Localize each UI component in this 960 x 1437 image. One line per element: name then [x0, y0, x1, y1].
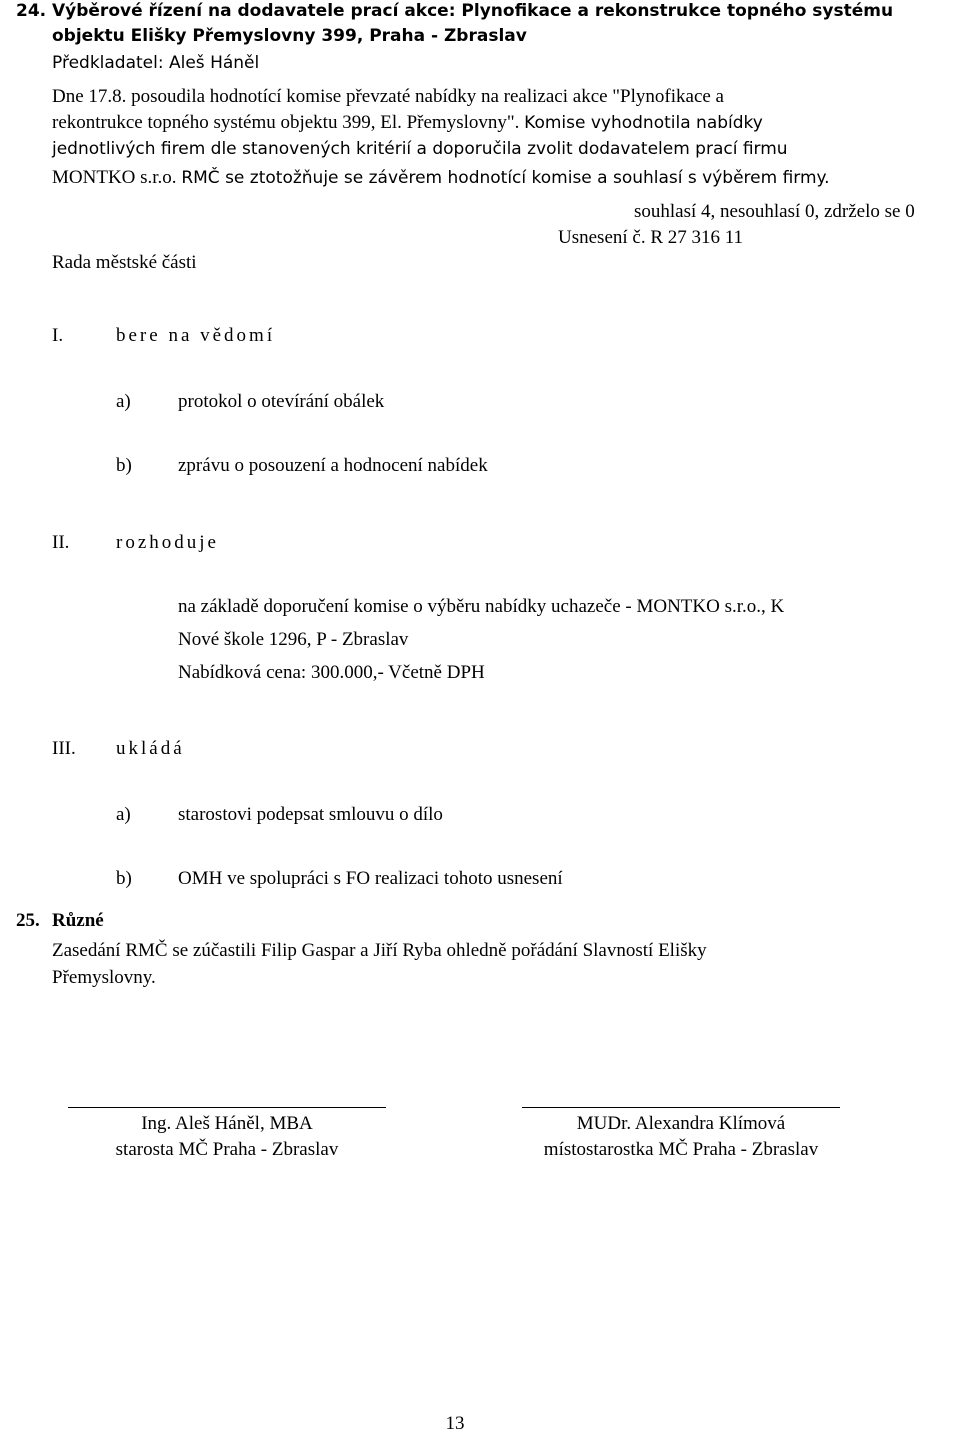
item-24-number: 24.: [16, 1, 47, 21]
signature-mayor-role: starosta MČ Praha - Zbraslav: [115, 1139, 339, 1160]
section-2-line-1: na základě doporučení komise o výběru nabídky uchazeče - MONTKO s.r.o., K: [178, 596, 785, 617]
section-1-item-b-marker: b): [116, 455, 132, 476]
item-24-text-line-4a: MONTKO s.r.o.: [52, 167, 177, 188]
signature-mayor-name: Ing. Aleš Háněl, MBA: [141, 1113, 313, 1134]
item-24-text-line-2: [52, 110, 763, 136]
section-3-numeral: III.: [52, 738, 76, 759]
section-3-heading: ukládá: [116, 738, 185, 759]
item-25-text-line-2: Přemyslovny.: [52, 967, 156, 988]
section-1-heading: bere na vědomí: [116, 325, 276, 346]
section-2-heading: rozhoduje: [116, 532, 219, 553]
council-label: Rada městské části: [52, 252, 197, 273]
section-2-numeral: II.: [52, 532, 70, 553]
item-24-text-line-2b: Komise vyhodnotila nabídky: [524, 113, 763, 133]
section-3-item-a-marker: a): [116, 804, 131, 825]
item-24-text-line-1: Dne 17.8. posoudila hodnotící komise převzaté nabídky na realizaci akce "Plynofikace a: [52, 86, 724, 107]
item-25-text-line-1: Zasedání RMČ se zúčastili Filip Gaspar a Jiří Ryba ohledně pořádání Slavností Elišky: [52, 940, 707, 961]
item-24-text-line-4: [52, 165, 830, 191]
section-1-numeral: I.: [52, 325, 64, 346]
item-24-title-line-1: Výběrové řízení na dodavatele prací akce: Plynofikace a rekonstrukce topného systému: [52, 1, 894, 21]
signature-line-mayor: [68, 1107, 386, 1108]
item-24-text-line-2a: rekontrukce topného systému objektu 399, El. Přemyslovny".: [52, 112, 520, 133]
section-1-item-b-text: zprávu o posouzení a hodnocení nabídek: [178, 455, 488, 476]
section-3-item-b-marker: b): [116, 868, 132, 889]
item-25-title: Různé: [52, 910, 104, 931]
vote-result: souhlasí 4, nesouhlasí 0, zdrželo se 0: [634, 201, 915, 222]
page-number: 13: [445, 1413, 465, 1434]
section-3-item-b-text: OMH ve spolupráci s FO realizaci tohoto usnesení: [178, 868, 563, 889]
item-24-submitter: Předkladatel: Aleš Háněl: [52, 53, 260, 73]
signature-deputy-name: MUDr. Alexandra Klímová: [576, 1113, 786, 1134]
section-1-item-a-marker: a): [116, 391, 131, 412]
signature-line-deputy-mayor: [522, 1107, 840, 1108]
section-2-line-2: Nové škole 1296, P - Zbraslav: [178, 629, 409, 650]
signature-deputy-role: místostarostka MČ Praha - Zbraslav: [543, 1139, 819, 1160]
resolution-number: Usnesení č. R 27 316 11: [558, 227, 744, 248]
section-3-item-a-text: starostovi podepsat smlouvu o dílo: [178, 804, 443, 825]
section-2-line-3: Nabídková cena: 300.000,- Včetně DPH: [178, 662, 485, 683]
item-25-number: 25.: [16, 910, 40, 931]
section-1-item-a-text: protokol o otevírání obálek: [178, 391, 385, 412]
item-24-title-line-2: objektu Elišky Přemyslovny 399, Praha - Zbraslav: [52, 26, 527, 46]
item-24-text-line-3: jednotlivých firem dle stanovených kritérií a doporučila zvolit dodavatelem prací firmu: [52, 139, 788, 159]
item-24-text-line-4b: RMČ se ztotožňuje se závěrem hodnotící komise a souhlasí s výběrem firmy.: [181, 168, 830, 188]
